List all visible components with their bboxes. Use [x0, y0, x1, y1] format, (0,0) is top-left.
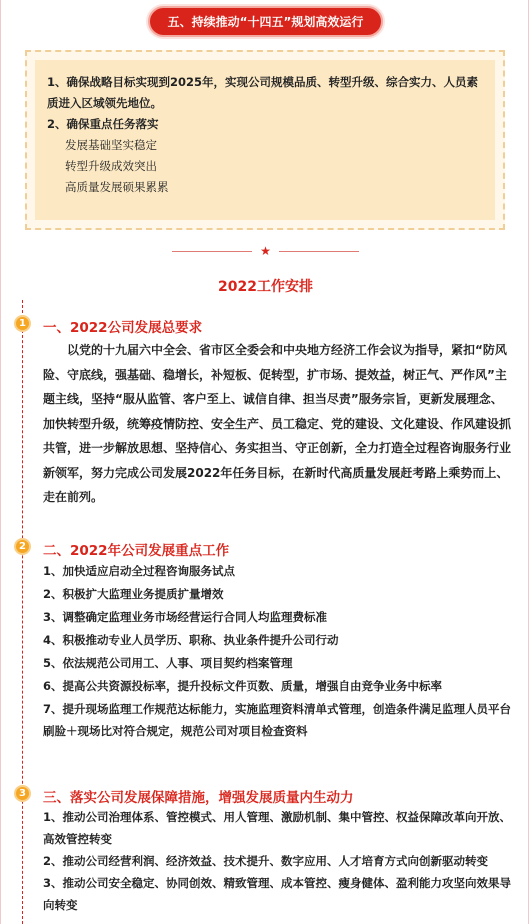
- list-item: 3、推动公司安全稳定、协同创效、精致管理、成本管控、瘦身健体、盈利能力攻坚向效果导向转变: [43, 876, 511, 912]
- list-item: 3、调整确定监理业务市场经营运行合同人均监理费标准: [43, 610, 327, 624]
- divider-line-right: [279, 251, 359, 252]
- section-number-badge-2: 2: [14, 538, 31, 555]
- list-item: 1、推动公司治理体系、管控模式、用人管理、激励机制、集中管控、权益保障改革向开放、高效管控转变: [43, 810, 511, 846]
- plan-title: 2022工作安排: [218, 279, 313, 295]
- divider-line-left: [172, 251, 252, 252]
- section-banner: [1, 6, 529, 37]
- list-item: 2、积极扩大监理业务提质扩量增效: [43, 587, 224, 601]
- goal-sub-2: 转型升级成效突出: [65, 159, 157, 173]
- list-item: 1、加快适应启动全过程咨询服务试点: [43, 564, 235, 578]
- goals-box: [25, 50, 505, 230]
- section-heading-3: 三、落实公司发展保障措施，增强发展质量内生动力: [43, 790, 354, 806]
- goal-sub-1: 发展基础坚实稳定: [65, 138, 157, 152]
- goal-sub-3: 高质量发展硕果累累: [65, 180, 169, 194]
- section-list-3: [43, 806, 515, 916]
- list-item: 2、推动公司经营利润、经济效益、技术提升、数字应用、人才培育方式向创新驱动转变: [43, 854, 488, 868]
- star-divider: [1, 244, 529, 258]
- goal-item-1: 1、确保战略目标实现到2025年，实现公司规模品质、转型升级、综合实力、人员素质进入区域领先地位。: [47, 75, 479, 110]
- section-heading-2: 二、2022年公司发展重点工作: [43, 543, 230, 559]
- section-heading-1: 一、2022公司发展总要求: [43, 320, 203, 336]
- goals-content: [35, 60, 495, 220]
- section-number-badge-3: 3: [14, 785, 31, 802]
- section-number-badge-1: 1: [14, 315, 31, 332]
- goal-item-2: 2、确保重点任务落实: [47, 117, 159, 131]
- list-item: 7、提升现场监理工作规范达标能力，实施监理资料清单式管理，创造条件满足监理人员平台刷脸＋现场比对符合规定，规范公司对项目检查资料: [43, 702, 511, 738]
- star-icon: ★: [260, 244, 271, 258]
- section-list-2: [43, 560, 515, 742]
- banner-title: 五、持续推动“十四五”规划高效运行: [148, 6, 384, 37]
- section-paragraph-1: 以党的十九届六中全会、省市区全委会和中央地方经济工作会议为指导，紧扣“防风险、守底线，强基础、稳增长，补短板、促转型，扩市场、提效益，树正气、严作风”主题主线，坚持“服从监管、客户至上、诚信自律、担当尽责”服务宗旨，更新发展理念、加快转型升级，统筹疫情防控、安全生产、员工稳定、党的建设、文化建设、作风建设抓共管，进一步解放思想、坚持信心、务实担当、守正创新，全力打造全过程咨询服务行业新领军，努力完成公司发展2022年任务目标，在新时代高质量发展赶考路上乘势而上、走在前列。: [43, 343, 512, 504]
- list-item: 4、积极推动专业人员学历、职称、执业条件提升公司行动: [43, 633, 339, 647]
- timeline-line: [22, 300, 23, 924]
- list-item: 5、依法规范公司用工、人事、项目契约档案管理: [43, 656, 293, 670]
- list-item: 6、提高公共资源投标率，提升投标文件页数、质量，增强自由竞争业务中标率: [43, 679, 442, 693]
